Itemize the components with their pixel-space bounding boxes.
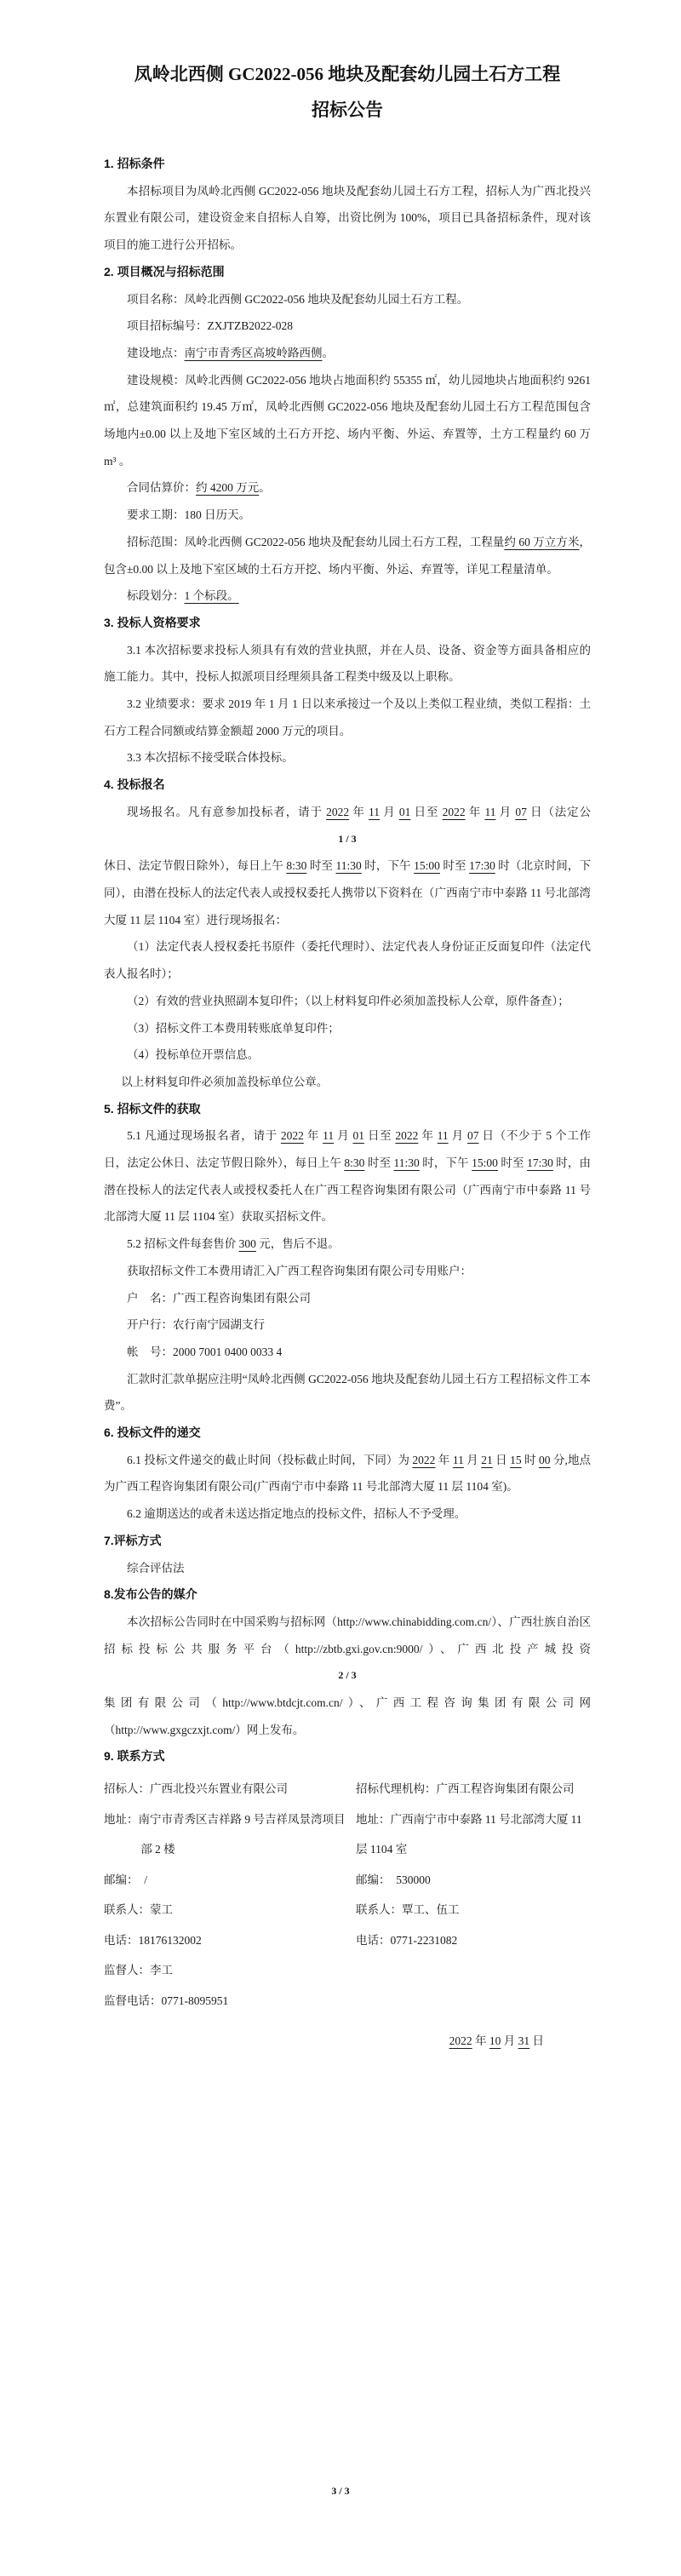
underlined-text: 约 4200 万元 (196, 481, 260, 495)
section-7-heading: 7.评标方式 (104, 1533, 162, 1547)
text-run: 。 (259, 481, 271, 495)
text-run: 5.1 凡通过现场报名者，请于 (127, 1129, 281, 1143)
text-run: 日 (529, 2034, 544, 2048)
tenderer-name: 招标人：广西北投兴东置业有限公司 (104, 1782, 288, 1796)
text-run: 标段划分： (127, 589, 185, 603)
section-6-heading: 6. 投标文件的递交 (104, 1426, 201, 1440)
text-run: 月 (448, 1129, 467, 1143)
page-number-marker-1: 1 / 3 (338, 832, 357, 845)
text-run: 。 (322, 346, 334, 359)
underlined-text: 2022 (326, 805, 350, 818)
text-run: 年 (349, 805, 369, 818)
underlined-text: 2022 (395, 1129, 419, 1143)
payment-account-intro: 获取招标文件工本费用请汇入广西工程咨询集团有限公司专用账户： (127, 1264, 472, 1277)
agency-contact-person: 联系人：覃工、伍工 (356, 1903, 460, 1917)
tender-scope (104, 529, 591, 582)
text-run: 时至 (497, 1156, 528, 1170)
agency-contact-column (356, 1774, 591, 1955)
underlined-text: 11:30 (335, 859, 362, 873)
underlined-text: 2022 (449, 2034, 472, 2048)
agency-phone: 电话：0771-2231082 (356, 1933, 458, 1947)
section-4-heading: 4. 投标报名 (104, 777, 165, 792)
registration-paragraph-part1 (104, 799, 591, 826)
underlined-text: 8:30 (344, 1156, 365, 1170)
media-paragraph-part2: 集团有限公司（http://www.btdcjt.com.cn/）、广西工程咨询集团有限公司网（http://www.gxgczxjt.com/）网上发布。 (104, 1696, 591, 1736)
tenderer-phone: 电话：18176132002 (104, 1933, 202, 1947)
text-run: 月 (334, 1129, 353, 1143)
section-5-heading: 5. 招标文件的获取 (104, 1101, 201, 1116)
text-run: 日（不少于 5 个工作日，法定公休日、法定节假日除外），每日上午 (104, 1129, 592, 1170)
underlined-text: 15:00 (472, 1156, 498, 1170)
document-title-line1: 凤岭北西侧 GC2022-056 地块及配套幼儿园土石方工程 (134, 64, 561, 84)
text-run: 时至 (439, 859, 470, 873)
contact-section (104, 1774, 591, 2016)
announcement-date (104, 2028, 544, 2055)
underlined-text: 31 (518, 2034, 530, 2048)
document-price-5-2 (104, 1231, 591, 1258)
text-run: 现场报名。凡有意参加投标者，请于 (127, 805, 327, 818)
underlined-text: 07 (515, 805, 527, 818)
text-run: 5.2 招标文件每套售价 (127, 1237, 239, 1251)
text-run: 年 (472, 2034, 489, 2048)
text-run: 休日、法定节假日除外），每日上午 (104, 859, 287, 873)
text-run: 时，下午 (361, 859, 415, 873)
text-run: 时，下午 (419, 1156, 472, 1170)
registration-paragraph-part2 (104, 852, 591, 933)
underlined-text: 300 (238, 1237, 256, 1251)
agency-postcode: 邮编： 530000 (356, 1873, 431, 1886)
text-run: 年 (435, 1453, 453, 1466)
underlined-text: 2022 (280, 1129, 304, 1143)
registration-item-4: （4）投标单位开票信息。 (127, 1048, 260, 1062)
bank-branch: 开户行：农行南宁园湖支行 (127, 1318, 265, 1332)
text-run: 分,地点为广西工程咨询集团有限公司(广西南宁市中泰路 11 号北部湾大厦 11 层 1104 室)。 (104, 1453, 592, 1494)
tenderer-contact-column (104, 1774, 356, 2016)
text-run: 月 (380, 805, 399, 818)
text-run: 时至 (306, 859, 336, 873)
underlined-text: 21 (481, 1453, 493, 1466)
tenderer-postcode: 邮编： / (104, 1873, 148, 1886)
account-name: 户 名：广西工程咨询集团有限公司 (127, 1291, 311, 1305)
underlined-text: 2022 (412, 1453, 436, 1466)
text-run: 年 (418, 1129, 438, 1143)
document-content (104, 0, 591, 2055)
underlined-text: 11 (369, 805, 380, 818)
underlined-text: 南宁市青秀区高坡岭路西侧 (184, 346, 323, 359)
text-run: 月 (463, 1453, 482, 1466)
text-run: 时 (521, 1453, 540, 1466)
text-run: 建设地点： (127, 346, 185, 359)
registration-item-3: （3）招标文件工本费用转账底单复印件； (127, 1021, 340, 1035)
underlined-text: 01 (352, 1129, 364, 1143)
underlined-text: 17:30 (527, 1156, 553, 1170)
underlined-text: 11 (323, 1129, 335, 1143)
document-obtain-5-1 (104, 1122, 591, 1231)
media-paragraph-part1: 本次招标公告同时在中国采购与招标网（http://www.chinabidding.com.cn/）、广西壮族自治区招标投标公共服务平台（http://zbtb.gxi.gov.cn:9000/）、广西北投产城投资 (104, 1615, 591, 1655)
text-run: ，包含±0.00 以上及地下室区域的土石方开挖、场内平衡、外运、弃置等，详见工程量清单。 (104, 535, 591, 576)
contract-estimate-price (104, 474, 591, 502)
text-run: 年 (303, 1129, 323, 1143)
section-1-heading: 1. 招标条件 (104, 157, 165, 170)
underlined-text: 17:30 (469, 859, 495, 873)
underlined-text: 00 (539, 1453, 551, 1466)
underlined-text: 10 (489, 2034, 501, 2048)
text-run: 日至 (363, 1129, 396, 1143)
text-run: 年 (465, 805, 485, 818)
text-run: 日 (492, 1453, 511, 1466)
underlined-text: 1 个标段。 (184, 589, 239, 603)
underlined-text: 01 (398, 805, 411, 818)
tenderer-address: 地址：南宁市青秀区吉祥路 9 号吉祥凤景湾项目部 2 楼 (104, 1812, 346, 1856)
section-2-heading: 2. 项目概况与招标范围 (104, 264, 225, 278)
text-run: 元，售后不退。 (255, 1237, 340, 1251)
bid-sections-division (104, 582, 591, 610)
underlined-text: 11 (437, 1129, 449, 1143)
evaluation-method: 综合评估法 (127, 1561, 185, 1575)
text-run: 合同估算价： (127, 481, 196, 495)
section-8-heading: 8.发布公告的媒介 (104, 1587, 197, 1602)
section-9-heading: 9. 联系方式 (104, 1749, 165, 1764)
text-run: 招标范围：凤岭北西侧 GC2022-056 地块及配套幼儿园土石方工程，工程量 (127, 535, 505, 548)
page-number-footer: 3 / 3 (331, 2485, 350, 2497)
submission-deadline-6-1 (104, 1447, 591, 1500)
underlined-text: 11 (452, 1453, 464, 1466)
text-run: 时（北京时间，下同），由潜在投标人的法定代表人或授权委托人携带以下资料在（广西南宁市中泰路 11 号北部湾大厦 11 层 1104 室）进行现场报名： (104, 859, 592, 927)
supervisor-name: 监督人：李工 (104, 1964, 173, 1977)
supervisor-phone: 监督电话：0771-8095951 (104, 1994, 229, 2007)
document-title-line2: 招标公告 (312, 100, 383, 120)
text-run: 时至 (364, 1156, 394, 1170)
registration-item-1: （1）法定代表人授权委托书原件（委托代理时）、法定代表人身份证正反面复印件（法定代表人报名时）； (104, 940, 591, 981)
text-run: 6.1 投标文件递交的截止时间（投标截止时间，下同）为 (127, 1453, 413, 1466)
text-run: 月 (501, 2034, 518, 2048)
project-name: 项目名称：凤岭北西侧 GC2022-056 地块及配套幼儿园土石方工程。 (127, 292, 469, 306)
document-title (104, 0, 591, 128)
page-number-marker-2: 2 / 3 (338, 1669, 357, 1682)
section-3-heading: 3. 投标人资格要求 (104, 615, 201, 629)
underlined-text: 11 (484, 805, 496, 818)
underlined-text: 约 60 万立方米 (504, 535, 580, 548)
underlined-text: 8:30 (286, 859, 307, 873)
underlined-text: 15:00 (414, 859, 440, 873)
remittance-note: 汇款时汇款单据应注明“凤岭北西侧 GC2022-056 地块及配套幼儿园土石方工程招标文件工本费”。 (104, 1372, 591, 1413)
qualification-3-2: 3.2 业绩要求：要求 2019 年 1 月 1 日以来承接过一个及以上类似工程业绩，类似工程指：土石方工程合同额或结算金额超 2000 万元的项目。 (104, 697, 591, 737)
agency-name: 招标代理机构：广西工程咨询集团有限公司 (356, 1782, 575, 1796)
text-run: 日（法定公 (526, 805, 592, 818)
account-number: 帐 号：2000 7001 0400 0033 4 (127, 1345, 283, 1358)
underlined-text: 11:30 (393, 1156, 420, 1170)
submission-rule-6-2: 6.2 逾期送达的或者未送达指定地点的投标文件，招标人不予受理。 (127, 1507, 466, 1521)
section-1-paragraph: 本招标项目为凤岭北西侧 GC2022-056 地块及配套幼儿园土石方工程，招标人为广西北投兴东置业有限公司，建设资金来自招标人自筹，出资比例为 100%，项目已具备招标条件，现对该项目的施工进行公开招标。 (104, 184, 591, 252)
text-run: 时，由潜在投标人的法定代表人或授权委托人在广西工程咨询集团有限公司（广西南宁市中泰路 11 号北部湾大厦 11 层 1104 室）获取买招标文件。 (104, 1156, 592, 1224)
text-run: 月 (495, 805, 516, 818)
underlined-text: 15 (510, 1453, 522, 1466)
registration-note: 以上材料复印件必须加盖投标单位公章。 (121, 1075, 329, 1088)
construction-location (104, 340, 591, 367)
text-run: 日至 (410, 805, 443, 818)
agency-address: 地址：广西南宁市中泰路 11 号北部湾大厦 11 层 1104 室 (356, 1812, 582, 1856)
qualification-3-3: 3.3 本次招标不接受联合体投标。 (127, 751, 294, 765)
underlined-text: 2022 (442, 805, 466, 818)
required-duration: 要求工期：180 日历天。 (127, 508, 251, 522)
construction-scale: 建设规模：凤岭北西侧 GC2022-056 地块占地面积约 55355 ㎡，幼儿园地块占地面积约 9261 ㎡，总建筑面积约 19.45 万㎡，凤岭北西侧 GC2022-056 地块及配套幼儿园土石方工程范围包含场地内±0.00 以上及地下室区域的土石方开挖、场内平衡、外运、弃置等，土方工程量约 60 万 m³ 。 (104, 373, 591, 468)
project-tender-number: 项目招标编号：ZXJTZB2022-028 (127, 319, 293, 333)
qualification-3-1: 3.1 本次招标要求投标人须具有有效的营业执照，并在人员、设备、资金等方面具备相应的施工能力。其中，投标人拟派项目经理须具备工程类中级及以上职称。 (104, 643, 591, 684)
underlined-text: 07 (466, 1129, 479, 1143)
tenderer-contact-person: 联系人：蒙工 (104, 1903, 173, 1917)
registration-item-2: （2）有效的营业执照副本复印件；（以上材料复印件必须加盖投标人公章，原件备查）； (127, 994, 569, 1007)
